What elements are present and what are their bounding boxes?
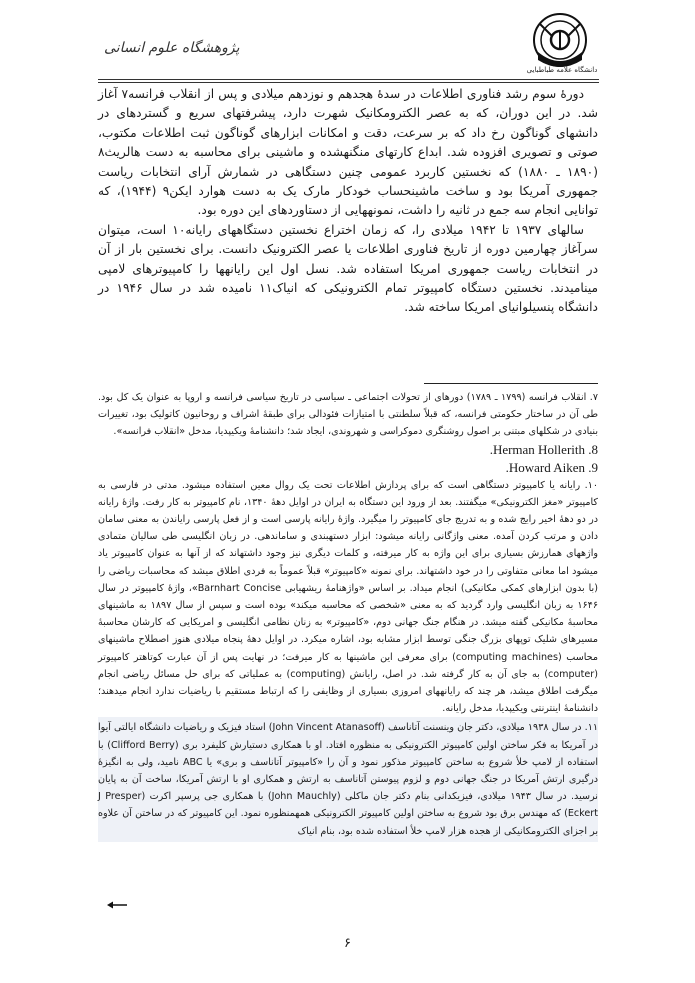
footnotes (98, 389, 598, 842)
footnote-8: 8. Herman Hollerith. (489, 441, 598, 457)
page-header (0, 0, 695, 90)
footnote-7: ۷. انقلاب فرانسه (۱۷۹۹ ـ ۱۷۸۹) دورهای از تحولات اجتماعی ـ سیاسی در تاریخ سیاسی فرانسه و اروپا به عنوان یک کل بود. طی آن در ساختار حکومتی فرانسه، که قبلاً سلطنتی با امتیازات فئودالی برای طبقهٔ اشراف و روحانیون کاتولیک بود، تغییرات بنیادی در شکلهای مبتنی بر اصول روشنگری دموکراسی و شهروندی، ایجاد شد؛ دانشنامهٔ ویکیپدیا، مدخل «انقلاب فرانسه». (98, 392, 598, 438)
main-text (98, 85, 598, 318)
paragraph: سالهای ۱۹۳۷ تا ۱۹۴۲ میلادی را، که زمان اختراع نخستین دستگاههای رایانه۱۰ است، میتوان سرآغاز چهارمین دوره از تاریخ فناوری اطلاعات یا عصر الکترونیک دانست. برای نخستین بار از آن در انتخابات ریاست جمهوری امریکا استفاده شد. نسل اول این رایانهها را کامپیوترهای لامپی مینامیدند. نخستین دستگاه کامپیوتر تمام الکترونیکی که انیاک۱۱ نامیده شد در سال ۱۹۴۶ در دانشگاه پنسیلوانیای امریکا ساخته شد. (98, 222, 599, 315)
left-arrow-icon (106, 900, 128, 910)
paragraph: دورهٔ سوم رشد فناوری اطلاعات در سدهٔ هجدهم و نوزدهم میلادی و پس از انقلاب فرانسه۷ آغاز شد. در این دوران، که به عصر الکترومکانیک شهرت دارد، پیشرفتهای سریع و گستردهای در دانشهای گوناگون رخ داد که بر سرعت، دقت و امکانات ابزارهای گوناگون ثبت اطلاعات مکتوب، صوتی و تصویری افزوده شد. ابداع کارتهای منگنهشده و ماشینی برای محاسبه به دست هالریث۸ (۱۸۹۰ ـ ۱۸۸۰) که نخستین کاربرد عمومی چنین دستگاهی در شمارش آرای انتخابات ریاست جمهوری آمریکا بود و ساخت ماشینحساب خودکار مارک یک به دست هوارد ایکن۹ (۱۹۴۴)، که توانایی انجام سه جمع در ثانیه را داشت، نمونههایی از دستاوردهای این دوره بود. (98, 87, 598, 218)
footnote-divider (424, 383, 598, 384)
header-title: پژوهشگاه علوم انسانی (104, 40, 240, 56)
header-divider (98, 79, 599, 83)
logo-caption: دانشگاه علامه طباطبایی (526, 66, 598, 74)
university-logo-icon (530, 10, 590, 70)
footnote-11: ۱۱. در سال ۱۹۳۸ میلادی، دکتر جان وینسنت آتاناسف (John Vincent Atanasoff) استاد فیزیک و ریاضیات دانشگاه ایالتی آیوا در آمریکا به فکر ساختن اولین کامپیوتر الکترونیکی به منظوره افتاد. او با همکاری دستیارش کلیفرد بری (Clifford Berry) با استفاده از لامپ خلأ شروع به ساختن کامپیوتر مذکور نمود و آن را «کامپیوتر آتاناسف و بری» یا ABC نامید، ولی به انگیزهٔ درگیری ارتش آمریکا در جنگ جهانی دوم و لزوم پیوستن آتاناسف به ارتش و همکاری او با ارتش آمریکا، ساخت آن به پایان نرسید. در سال ۱۹۴۳ میلادی، فیزیکدانی بنام دکتر جان ماکلی (John Mauchly) با همکاری جی پرسپر اکرت (J Presper Eckert) که مهندس برق بود شروع به ساختن اولین کامپیوتر الکترونیکی همهمنظوره نمود. این کامپیوتر که در ساختن آن علاوه بر اجزای الکترومکانیکی از هجده هزار لامپ خلأ استفاده شده بود، بنام انیاک (98, 717, 598, 841)
footnote-10: ۱۰. رایانه یا کامپیوتر دستگاهی است که برای پردازش اطلاعات تحت یک روال معین استفاده میشود. مدتی در فارسی به کامپیوتر «مغز الکترونیکی» میگفتند. بعد از ورود این دستگاه به ایران در اوایل دههٔ ۱۳۴۰، نام کامپیوتر به کار رفت. واژهٔ رایانه در دو دههٔ اخیر رایج شده و به تدریج جای کامپیوتر را میگیرد. واژهٔ رایانه پارسی است و از فعل پارسی رایاندن به معنی سامان دادن و مرتب کردن آمده. معنی واژگانی رایانه میشود: ابزار دستهبندی و ساماندهی. در زبان انگلیسی طی سالیان متمادی واژههای همارزش بسیاری برای این واژه به کار میرفته، و کلمات دیگری نیز وجود داشتهاند که از آنها به عنوان کامپیوتر یاد میشود اما معانی متفاوتی را در خود داشتهاند. برای نمونه «کامپیوتر» قبلاً عموماً به فردی اطلاق میشد که محاسبات ریاضی را (با بدون ابزارهای کمکی مکانیکی) انجام میداد. بر اساس «واژهنامهٔ ریشهیابی Barnhart Concise»، واژهٔ کامپیوتر در سال ۱۶۴۶ به زبان انگلیسی وارد گردید که به معنی «شخصی که محاسبه میکند» بوده است و سپس از سال ۱۸۹۷ به ماشینهای محاسبهٔ مکانیکی گفته میشد. در هنگام جنگ جهانی دوم، «کامپیوتر» به زنان نظامی انگلیسی و امریکایی که کارشان محاسبهٔ مسیرهای شلیک توپهای بزرگ جنگی توسط ابزار مشابه بود، اشاره میکرد. در اوایل دههٔ پنجاه میلادی هنوز اصطلاح ماشینهای محاسب (computing machines) برای معرفی این ماشینها به کار میرفت؛ در نهایت پس از آن عبارت کوتاهتر کامپیوتر (computer) به جای آن به کار گرفته شد. در اصل، رایانش (computing) به عملیاتی که برای حل مسائل ریاضی انجام میگرفت اطلاق میشد، هر چند که رایانههای امروزی بسیاری از وظایفی را که ارتباط مستقیم با ریاضیات ندارد انجام میدهند؛ دانشنامهٔ اینترنتی ویکیپدیا، مدخل رایانه. (98, 479, 598, 715)
footnote-9: 9. Howard Aiken. (505, 459, 598, 475)
page-number: ۶ (344, 936, 351, 951)
